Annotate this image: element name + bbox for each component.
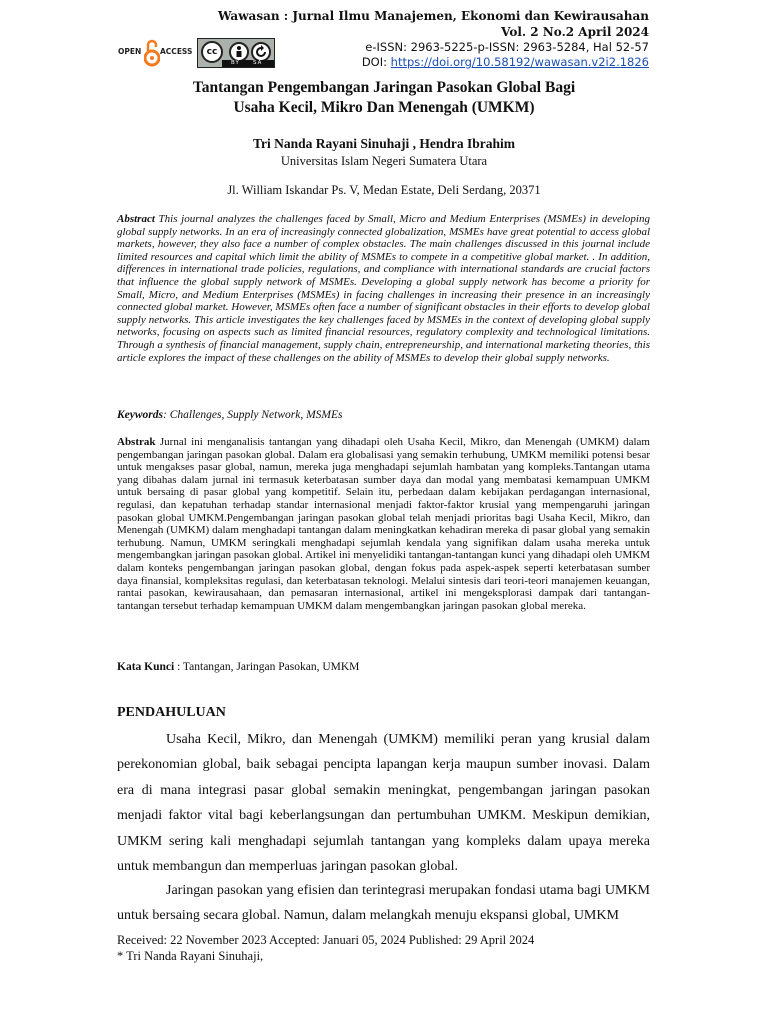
publication-dates: Received: 22 November 2023 Accepted: Januari 05, 2024 Published: 29 April 2024 (117, 933, 535, 947)
abstract-text: This journal analyzes the challenges faced by Small, Micro and Medium Enterprises (MSMEs) in developing global supply networks. In an era of increasingly connected globalization, MSMEs have great potential to access global markets, however, they also face a number of complex obstacles. The main challenges discussed in this journal include limited resources and capital which limit the ability of MSMEs to compete in a competitive global market. . In addition, differences in international trade policies, regulations, and compliance with international standards are crucial factors that influence the global supply network of MSMEs. Developing a global supply network has become a priority for Small, Micro, and Medium Enterprises (MSMEs) in facing challenges in increasing their presence in an increasingly connected global market. However, MSMEs often face a number of significant obstacles in their efforts to develop global supply networks. This article investigates the key challenges faced by MSMEs in the context of developing global supply networks, focusing on aspects such as limited financial resources, regulatory complexity and technological limitations. Through a synthesis of financial management, supply chain, entrepreneurship, and international marketing theories, this article explores the impact of these challenges on the ability of MSMEs to develop their global supply networks. (117, 213, 650, 364)
open-access-lock-icon (144, 38, 160, 68)
abstract-label: Abstract (117, 213, 155, 225)
issn-info: e-ISSN: 2963-5225-p-ISSN: 2963-5284, Hal 52-57 (365, 40, 649, 54)
affiliation: Universitas Islam Negeri Sumatera Utara (280, 154, 488, 168)
open-access-right-text: ACCESS (160, 47, 193, 56)
address: Jl. William Iskandar Ps. V, Medan Estate, Deli Serdang, 20371 (227, 183, 541, 197)
section-heading: PENDAHULUAN (117, 705, 226, 720)
title-line-1: Tantangan Pengembangan Jaringan Pasokan Global Bagi (192, 79, 576, 96)
keywords (117, 409, 650, 421)
title-line-2: Usaha Kecil, Mikro Dan Menengah (UMKM) (233, 99, 535, 116)
keywords-text: : Challenges, Supply Network, MSMEs (163, 409, 343, 421)
intro-paragraph-1: Usaha Kecil, Mikro, dan Menengah (UMKM) memiliki peran yang krusial dalam perekonomian global, baik sebagai pencipta lapangan kerja maupun sumber inovasi. Dalam era di mana integrasi pasar global semakin meningkat, pengembangan jaringan pasokan menjadi faktor vital bagi keberlangsungan dan pertumbuhan UMKM. Meskipun demikian, UMKM sering kali menghadapi sejumlah tantangan yang kompleks dalam upaya mereka untuk membangun dan memperluas jaringan pasokan global. (117, 732, 650, 875)
share-alike-icon (251, 42, 271, 62)
cc-icon: cc (201, 41, 223, 63)
open-access-logo (118, 38, 194, 68)
journal-header (218, 8, 649, 70)
open-access-left-text: OPEN (118, 47, 142, 56)
journal-name: Wawasan : Jurnal Ilmu Manajemen, Ekonomi dan Kewirausahan (218, 9, 649, 23)
doi-label: DOI: (361, 55, 391, 69)
cc-license-strip (222, 60, 274, 67)
doi-line (218, 55, 649, 70)
cc-by-label: BY (231, 60, 240, 66)
article-title (0, 78, 768, 118)
footer-notes (117, 933, 534, 964)
kata-kunci-label: Kata Kunci (117, 661, 175, 673)
abstrak-label: Abstrak (117, 436, 156, 448)
authors: Tri Nanda Rayani Sinuhaji , Hendra Ibrahim (253, 136, 515, 151)
volume-info: Vol. 2 No.2 April 2024 (501, 25, 649, 39)
corresponding-author: * Tri Nanda Rayani Sinuhaji, (117, 948, 264, 963)
keywords-label: Keywords (117, 409, 163, 421)
kata-kunci-text: : Tantangan, Jaringan Pasokan, UMKM (174, 661, 360, 673)
person-icon (229, 42, 249, 62)
cc-sa-label: SA (253, 60, 263, 66)
abstrak-text: Jurnal ini menganalisis tantangan yang dihadapi oleh Usaha Kecil, Mikro, dan Menengah (UMKM) dalam pengembangan jaringan pasokan global. Dalam era globalisasi yang semakin terhubung, UMKM memiliki potensi besar untuk mengakses pasar global, namun, mereka juga menghadapi sejumlah hambatan yang kompleks.Tantangan utama yang dibahas dalam jurnal ini termasuk keterbatasan sumber daya dan modal yang membatasi kemampuan UMKM untuk bersaing di pasar global yang kompetitif. Selain itu, perbedaan dalam kebijakan perdagangan internasional, regulasi, dan kepatuhan terhadap standar internasional menjadi faktor-faktor krusial yang mempengaruhi jaringan pasokan global UMKM.Pengembangan jaringan pasokan global telah menjadi prioritas bagi Usaha Kecil, Mikro, dan Menengah (UMKM) dalam menghadapi tantangan dalam meningkatkan kehadiran mereka di pasar global yang semakin terhubung. Namun, UMKM seringkali menghadapi sejumlah kendala yang signifikan dalam usaha mereka untuk mengembangkan jaringan pasokan global. Artikel ini menyelidiki tantangan-tantangan kunci yang dihadapi oleh UMKM dalam konteks pengembangan jaringan pasokan global, dengan fokus pada aspek-aspek seperti keterbatasan sumber daya finansial, kompleksitas regulasi, dan keterbatasan teknologi. Melalui sintesis dari teori-teori manajemen keuangan, rantai pasokan, kewirausahaan, dan pemasaran internasional, artikel ini mengeksplorasi dampak dari tantangan-tantangan tersebut terhadap kemampuan UMKM dalam mengembangkan jaringan pasokan global mereka. (117, 436, 650, 612)
doi-link[interactable]: https://doi.org/10.58192/wawasan.v2i2.1826 (390, 55, 649, 69)
cc-by-sa-badge (197, 38, 275, 68)
abstract-english (117, 213, 650, 364)
abstract-indonesian (117, 436, 650, 612)
kata-kunci (117, 661, 650, 673)
intro-paragraph-2: Jaringan pasokan yang efisien dan terintegrasi merupakan fondasi utama bagi UMKM untuk bersaing secara global. Namun, dalam melangkah menuju ekspansi global, UMKM (117, 883, 650, 924)
